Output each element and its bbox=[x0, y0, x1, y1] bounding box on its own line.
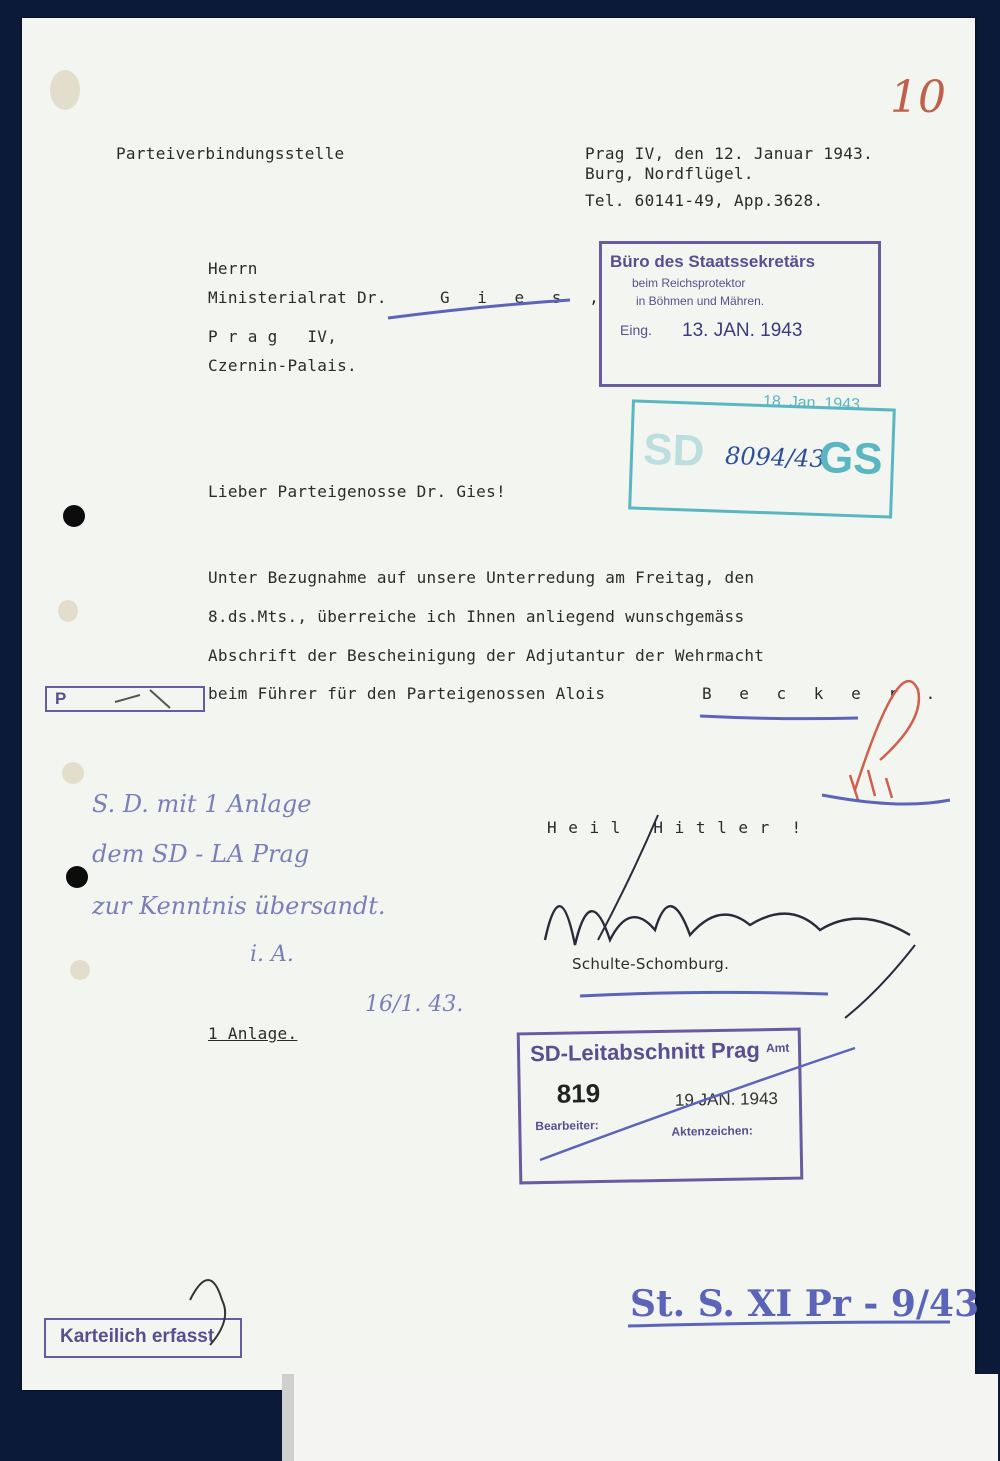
received-stamp-line1: Büro des Staatssekretärs bbox=[610, 252, 816, 271]
received-stamp-label: Eing. bbox=[620, 322, 652, 338]
page-number: 10 bbox=[890, 72, 946, 123]
sender: Parteiverbindungsstelle bbox=[116, 144, 345, 163]
body-line-3: Abschrift der Bescheinigung der Adjutantur der Wehrmacht bbox=[208, 646, 765, 665]
reference-number: St. S. XI Pr - 9/43 bbox=[630, 1283, 980, 1325]
received-stamp-date: 13. JAN. 1943 bbox=[682, 320, 803, 341]
sd-stamp-number: 8094/43 bbox=[724, 441, 826, 474]
recipient-name-prefix: Ministerialrat Dr. bbox=[208, 288, 387, 307]
phone-line: Tel. 60141-49, App.3628. bbox=[585, 191, 824, 210]
closing: H e i l H i t l e r ! bbox=[547, 818, 803, 837]
received-stamp-line3: in Böhmen und Mähren. bbox=[636, 294, 765, 308]
kartei-stamp-text: Karteilich erfasst bbox=[60, 1326, 215, 1347]
signature-name: Schulte-Schomburg. bbox=[572, 955, 730, 973]
recipient-salutation: Herrn bbox=[208, 259, 258, 278]
leitabschnitt-amt: Amt bbox=[765, 1040, 790, 1056]
sd-stamp-right: GS bbox=[818, 433, 884, 485]
leitabschnitt-date: 19 JAN. 1943 bbox=[674, 1088, 779, 1110]
enclosure: 1 Anlage. bbox=[208, 1024, 298, 1043]
address-line: Burg, Nordflügel. bbox=[585, 164, 754, 183]
body-line-2: 8.ds.Mts., überreiche ich Ihnen anliegend wunschgemäss bbox=[208, 607, 745, 626]
leitabschnitt-bearbeiter: Bearbeiter: bbox=[535, 1118, 599, 1134]
leitabschnitt-number: 819 bbox=[556, 1078, 601, 1109]
handwritten-note-3: zur Kenntnis übersandt. bbox=[92, 892, 386, 920]
recipient-building: Czernin-Palais. bbox=[208, 356, 357, 375]
p-stamp-label: P bbox=[55, 689, 67, 708]
leitabschnitt-title: SD-Leitabschnitt Prag bbox=[529, 1037, 761, 1067]
body-line-4: beim Führer für den Parteigenossen Alois bbox=[208, 684, 606, 703]
body-line-1: Unter Bezugnahme auf unsere Unterredung am Freitag, den bbox=[208, 568, 755, 587]
sd-stamp-date: 18. Jan. 1943 bbox=[762, 393, 861, 414]
sd-stamp-left: SD bbox=[642, 424, 706, 476]
received-stamp-line2: beim Reichsprotektor bbox=[632, 276, 746, 290]
body-name: B e c k e r . bbox=[702, 684, 945, 703]
handwritten-note-5: 16/1. 43. bbox=[365, 992, 464, 1017]
greeting: Lieber Parteigenosse Dr. Gies! bbox=[208, 482, 506, 501]
recipient-name: G i e s , bbox=[440, 288, 608, 307]
handwritten-note-1: S. D. mit 1 Anlage bbox=[92, 790, 312, 818]
handwritten-note-4: i. A. bbox=[250, 942, 294, 967]
handwritten-note-2: dem SD - LA Prag bbox=[92, 840, 310, 868]
date-line: Prag IV, den 12. Januar 1943. bbox=[585, 144, 874, 163]
leitabschnitt-akten: Aktenzeichen: bbox=[671, 1123, 753, 1139]
recipient-city: P r a g IV, bbox=[208, 327, 338, 346]
